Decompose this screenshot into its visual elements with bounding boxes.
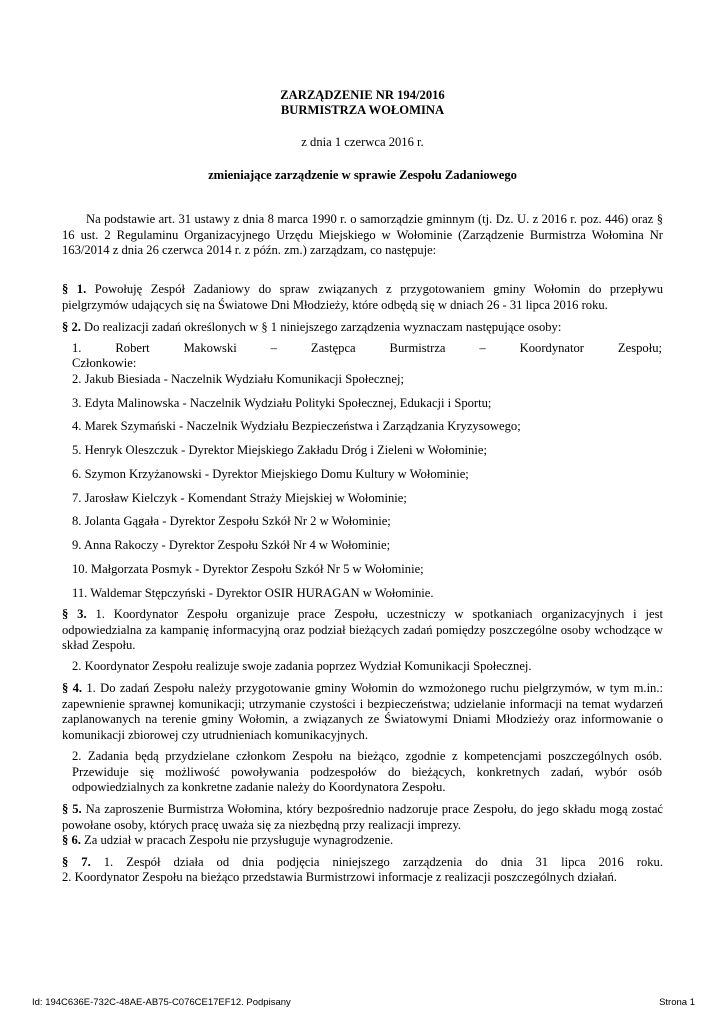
section-7-paragraph-2: 2. Koordynator Zespołu na bieżąco przedstawia Burmistrzowi informacje z realizacji poszczególnych działań.	[62, 870, 617, 884]
section-6	[62, 833, 663, 849]
document-date: z dnia 1 czerwca 2016 r.	[301, 135, 424, 149]
member-item-1: 1. Robert Makowski – Zastępca Burmistrza – Koordynator Zespołu;	[72, 341, 662, 355]
member-item-3: 3. Edyta Malinowska - Naczelnik Wydziału Polityki Społecznej, Edukacji i Sportu;	[72, 396, 492, 410]
document-subject: zmieniające zarządzenie w sprawie Zespołu Zadaniowego	[208, 168, 517, 182]
member-item-4: 4. Marek Szymański - Naczelnik Wydziału Bezpieczeństwa i Zarządzania Kryzysowego;	[72, 419, 521, 433]
member-item-8: 8. Jolanta Gągała - Dyrektor Zespołu Szkół Nr 2 w Wołominie;	[72, 514, 391, 528]
section-4-mark: § 4.	[62, 681, 83, 695]
document-title-line1: ZARZĄDZENIE NR 194/2016	[280, 88, 445, 102]
footer-document-id: Id: 194C636E-732C-48AE-AB75-C076CE17EF12. Podpisany	[32, 997, 291, 1008]
section-6-mark: § 6.	[62, 833, 81, 847]
member-item-11: 11. Waldemar Stępczyński - Dyrektor OSIR HURAGAN w Wołominie.	[72, 586, 434, 600]
section-4-text-1: 1. Do zadań Zespołu należy przygotowanie gminy Wołomin do wzmożonego ruchu pielgrzymów, w tym m.in.: zapewnienie sprawnej komunikacji; utrzymanie czystości i bezpieczeństwa; udzielanie informacji na temat wydarzeń zaplanowanych na terenie gminy Wołomin, a związanych ze Światowymi Dniami Młodzieży oraz informowanie o komunikacji zbiorowej czy utrudnieniach komunikacyjnych.	[62, 681, 664, 742]
section-4-paragraph-1	[62, 681, 663, 743]
section-4-paragraph-2: 2. Zadania będą przydzielane członkom Zespołu na bieżąco, zgodnie z kompetencjami poszczególnych osób. Przewiduje się możliwość powoływania podzespołów do bieżących, konkretnych zadań, wybór osób odpowiedzialnych za konkretne zadanie należy do Koordynatora Zespołu.	[72, 749, 662, 794]
section-2-mark: § 2.	[62, 320, 81, 334]
member-item-7: 7. Jarosław Kielczyk - Komendant Straży Miejskiej w Wołominie;	[72, 491, 407, 505]
section-2-text: Do realizacji zadań określonych w § 1 niniejszego zarządzenia wyznaczam następujące osoby:	[80, 320, 562, 334]
section-3-paragraph-2: 2. Koordynator Zespołu realizuje swoje zadania poprzez Wydział Komunikacji Społecznej.	[72, 659, 532, 673]
section-7-paragraph-1	[62, 855, 663, 871]
section-1-text: Powołuję Zespół Zadaniowy do spraw związanych z przygotowaniem gminy Wołomin do przepływu pielgrzymów udających się na Światowe Dni Młodzieży, które odbędą się w dniach 26 - 31 lipca 2016 roku.	[62, 282, 663, 312]
member-item-5: 5. Henryk Oleszczuk - Dyrektor Miejskiego Zakładu Dróg i Zieleni w Wołominie;	[72, 443, 487, 457]
member-item-2: 2. Jakub Biesiada - Naczelnik Wydziału Komunikacji Społecznej;	[72, 372, 404, 386]
section-1-mark: § 1.	[62, 282, 87, 296]
section-3-mark: § 3.	[62, 607, 87, 621]
member-item-10: 10. Małgorzata Posmyk - Dyrektor Zespołu Szkół Nr 5 w Wołominie;	[72, 562, 424, 576]
section-6-text: Za udział w pracach Zespołu nie przysługuje wynagrodzenie.	[80, 833, 394, 847]
section-3-paragraph-1	[62, 607, 663, 654]
section-1	[62, 282, 663, 313]
section-3-text-1: 1. Koordynator Zespołu organizuje prace Zespołu, uczestniczy w spotkaniach organizacyjnych i jest odpowiedzialna za kampanię informacyjną oraz podział bieżących zadań pomiędzy poszczególne osoby wchodzące w skład Zespołu.	[62, 607, 663, 652]
members-label: Członkowie:	[72, 356, 137, 370]
footer-page-number: Strona 1	[659, 997, 695, 1008]
section-7-mark: § 7.	[62, 855, 91, 869]
member-item-6: 6. Szymon Krzyżanowski - Dyrektor Miejskiego Domu Kultury w Wołominie;	[72, 467, 469, 481]
section-5-text: Na zaproszenie Burmistrza Wołomina, który bezpośrednio nadzoruje prace Zespołu, do jego składu mogą zostać powołane osoby, których pracę uważa się za niezbędną przy realizacji imprezy.	[62, 802, 664, 832]
member-item-9: 9. Anna Rakoczy - Dyrektor Zespołu Szkół Nr 4 w Wołominie;	[72, 538, 391, 552]
section-5-mark: § 5.	[62, 802, 82, 816]
section-5	[62, 802, 663, 833]
preamble-paragraph: Na podstawie art. 31 ustawy z dnia 8 marca 1990 r. o samorządzie gminnym (tj. Dz. U. z 2016 r. poz. 446) oraz § 16 ust. 2 Regulaminu Organizacyjnego Urzędu Miejskiego w Wołominie (Zarządzenie Burmistrza Wołomina Nr 163/2014 z dnia 26 czerwca 2014 r. z późn. zm.) zarządzam, co następuje:	[62, 212, 663, 257]
section-7-text-1: 1. Zespół działa od dnia podjęcia niniejszego zarządzenia do dnia 31 lipca 2016 roku.	[90, 855, 663, 869]
section-2	[62, 320, 663, 336]
document-page	[62, 0, 663, 1024]
document-title-line2: BURMISTRZA WOŁOMINA	[280, 103, 445, 117]
